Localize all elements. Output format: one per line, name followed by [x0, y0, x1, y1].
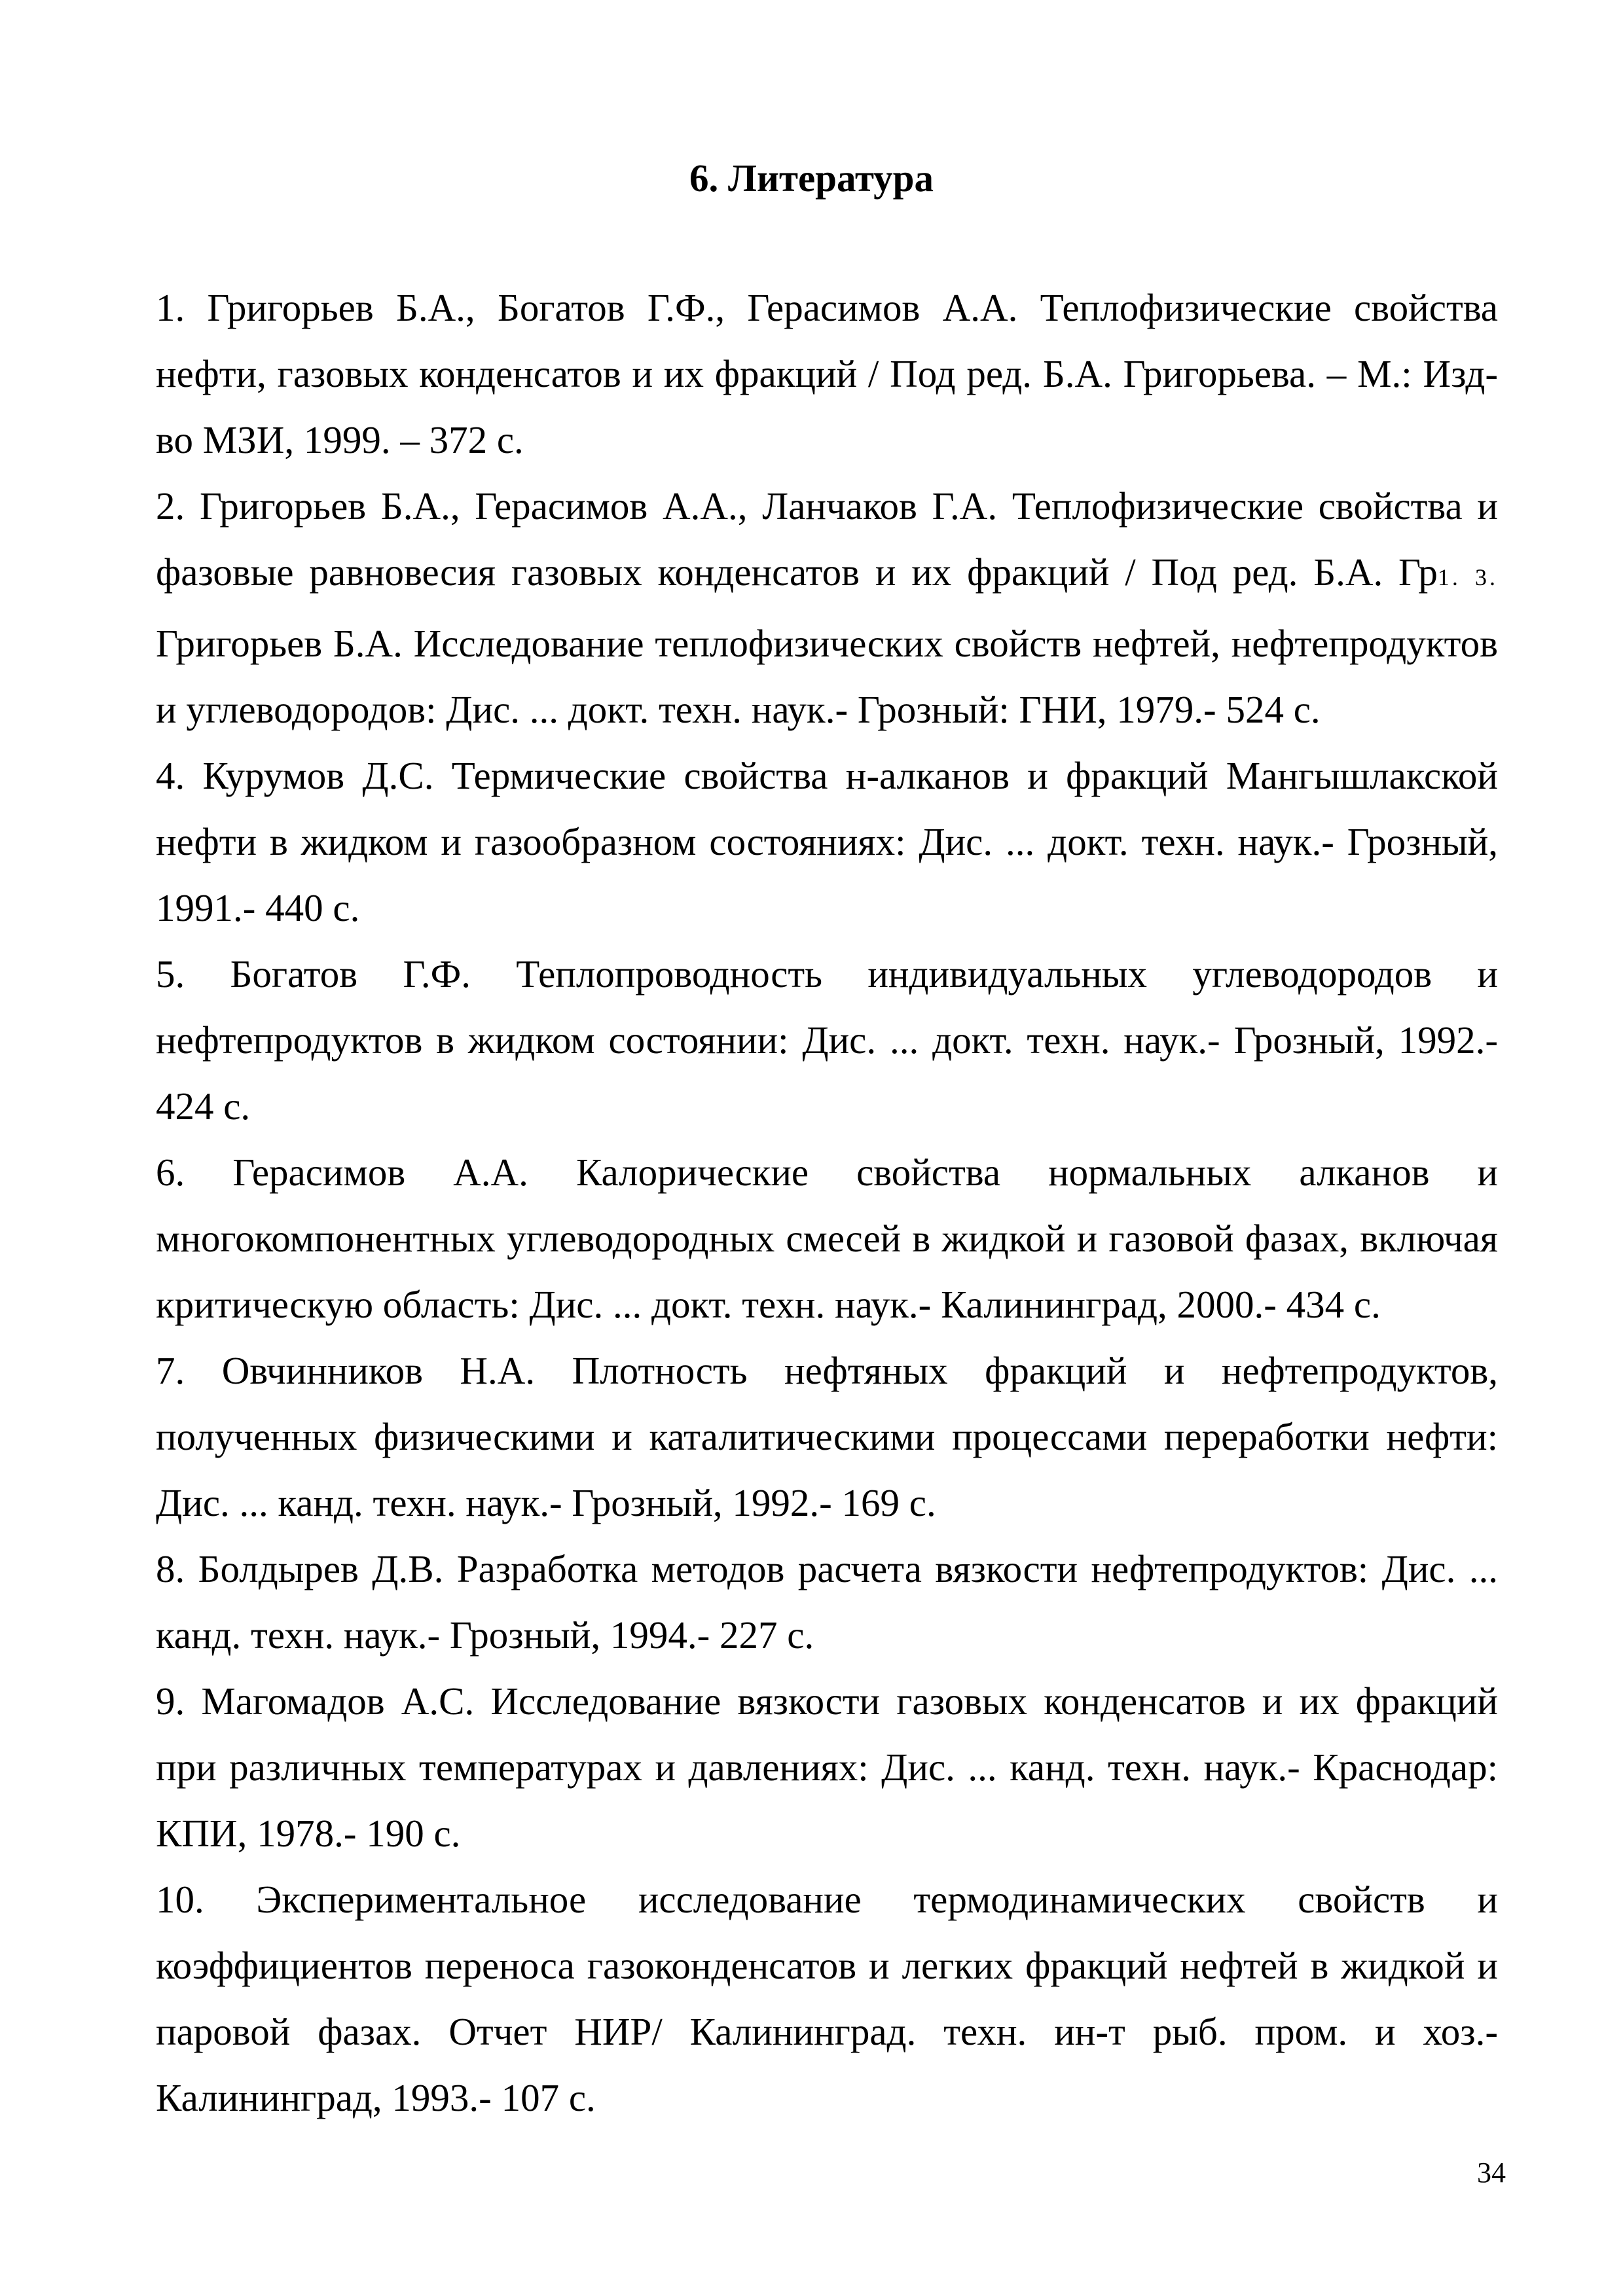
page-number: 34: [1477, 2157, 1506, 2189]
section-separator: .: [708, 156, 729, 200]
reference-item-6: 6. Герасимов А.А. Калорические свойства нормальных алканов и многокомпонентных углеводородных смесей в жидкой и газовой фазах, включая критическую область: Дис. ... докт. техн. наук.- Калининград, 2000.- 434 с.: [156, 1151, 1498, 1326]
reference-item-10: 10. Экспериментальное исследование термодинамических свойств и коэффициентов переноса газоконденсатов и легких фракций нефтей в жидкой и паровой фазах. Отчет НИР/ Калининград. техн. ин-т рыб. пром. и хоз.- Калининград, 1993.- 107 с.: [156, 1878, 1498, 2119]
reference-item-5: 5. Богатов Г.Ф. Теплопроводность индивидуальных углеводородов и нефтепродуктов в жидком состоянии: Дис. ... докт. техн. наук.- Грозный, 1992.- 424 с.: [156, 952, 1498, 1128]
reference-item-8: 8. Болдырев Д.В. Разработка методов расчета вязкости нефтепродуктов: Дис. ... канд. техн. наук.- Грозный, 1994.- 227 с.: [156, 1547, 1498, 1657]
reference-item-1: 1. Григорьев Б.А., Богатов Г.Ф., Герасимов А.А. Теплофизические свойства нефти, газовых конденсатов и их фракций / Под ред. Б.А. Григорьева. – М.: Изд-во МЗИ, 1999. – 372 с.: [156, 286, 1498, 461]
section-title: Литература: [728, 156, 934, 200]
section-number: 6: [689, 156, 709, 200]
reference-item-2-3: [156, 473, 1498, 743]
section-heading: [0, 152, 1623, 204]
reference-item-3-text: Григорьев Б.А. Исследование теплофизических свойств нефтей, нефтепродуктов и углеводородов: Дис. ... докт. техн. наук.- Грозный: ГНИ, 1979.- 524 с.: [156, 622, 1498, 731]
reference-list: [156, 275, 1498, 2131]
reference-item-7: 7. Овчинников Н.А. Плотность нефтяных фракций и нефтепродуктов, полученных физическими и каталитическими процессами переработки нефти: Дис. ... канд. техн. наук.- Грозный, 1992.- 169 с.: [156, 1349, 1498, 1524]
reference-item-9: 9. Магомадов А.С. Исследование вязкости газовых конденсатов и их фракций при различных температурах и давлениях: Дис. ... канд. техн. наук.- Краснодар: КПИ, 1978.- 190 с.: [156, 1679, 1498, 1855]
reference-item-2-text: 2. Григорьев Б.А., Герасимов А.А., Ланчаков Г.А. Теплофизические свойства и фазовые равновесия газовых конденсатов и их фракций / Под ред. Б.А. Гр: [156, 484, 1498, 594]
reference-item-3-number-small: 1. 3.: [1437, 564, 1498, 590]
reference-item-4: 4. Курумов Д.С. Термические свойства н-алканов и фракций Мангышлакской нефти в жидком и газообразном состояниях: Дис. ... докт. техн. наук.- Грозный, 1991.- 440 с.: [156, 754, 1498, 929]
